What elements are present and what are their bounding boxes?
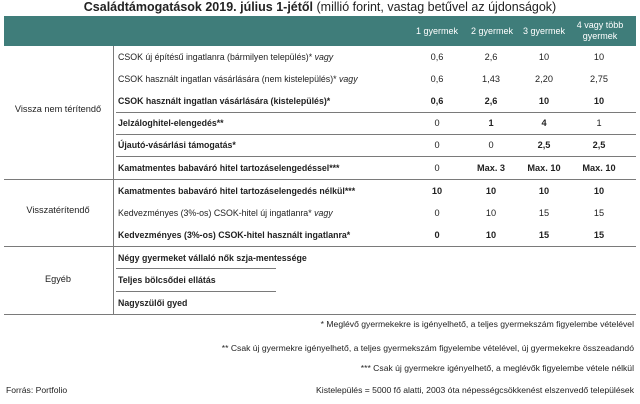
cell-value: 0	[488, 140, 494, 150]
cell-value: 2,5	[537, 140, 551, 150]
table-row	[116, 46, 636, 68]
cell-value: 10	[538, 96, 550, 106]
cell-value: 0,6	[430, 52, 444, 62]
row-label: Teljes bölcsődei ellátás	[118, 275, 216, 285]
cell-value: 10	[538, 186, 550, 196]
table-row	[116, 157, 636, 179]
cell-value: 4	[541, 118, 547, 128]
cell-value: 2,20	[535, 74, 553, 84]
table-row	[116, 134, 636, 156]
cell-value: 0	[434, 163, 440, 173]
row-label: CSOK használt ingatlan vásárlására (kistelepülés)*	[118, 96, 331, 106]
row-label: Kedvezményes (3%-os) CSOK-hitel új ingatlanra* vagy	[118, 208, 333, 218]
cell-value: 10	[593, 52, 605, 62]
cell-value: 0,6	[430, 96, 444, 106]
table-row	[116, 202, 636, 224]
cell-value: 10	[538, 52, 550, 62]
table-row	[116, 68, 636, 90]
cell-value: Max. 3	[476, 163, 506, 173]
footnote-3: *** Csak új gyermekre igényelhető, a meglévők figyelembe vétele nélkül	[360, 363, 634, 373]
table-row	[116, 269, 636, 291]
table-row	[116, 292, 636, 314]
cell-value: 10	[485, 208, 497, 218]
group-divider	[4, 314, 636, 315]
cell-value: 15	[593, 230, 605, 240]
table-row	[116, 90, 636, 112]
group-label-other: Egyéb	[44, 274, 72, 284]
cell-value: 2,6	[484, 96, 498, 106]
cell-value: 0	[434, 140, 440, 150]
table-row	[116, 112, 636, 134]
row-label: Kamatmentes babaváró hitel tartozáselengedés nélkül***	[118, 186, 356, 196]
row-label: CSOK használt ingatlan vásárlására (nem kistelepülés)* vagy	[118, 74, 358, 84]
cell-value: 15	[538, 230, 550, 240]
row-label: CSOK új építésű ingatlanra (bármilyen település)* vagy	[118, 52, 334, 62]
cell-value: 10	[593, 186, 605, 196]
cell-value: 10	[431, 186, 443, 196]
footnote-1: * Meglévő gyermekekre is igényelhető, a teljes gyermekszám figyelembe vételével	[320, 319, 634, 329]
cell-value: 1	[596, 118, 602, 128]
cell-value: 2,5	[592, 140, 606, 150]
cell-value: Max. 10	[527, 163, 561, 173]
cell-value: 0	[434, 118, 440, 128]
column-divider	[113, 46, 114, 314]
group-label-refundable: Visszatérítendő	[26, 205, 90, 215]
cell-value: 1	[488, 118, 494, 128]
col-header-3: 3 gyermek	[522, 25, 566, 36]
cell-value: 10	[485, 230, 497, 240]
footnote-4: Kistelepülés = 5000 fő alatti, 2003 óta népességcsökkenést elszenvedő települések	[316, 385, 634, 395]
title-normal: (millió forint, vastag betűvel az újdonságok)	[313, 0, 557, 14]
page-title	[0, 0, 640, 16]
col-header-4: 4 vagy több gyermek	[576, 20, 624, 41]
table-row	[116, 180, 636, 202]
table-row	[116, 247, 636, 269]
table-row	[116, 224, 636, 246]
cell-value: 10	[593, 96, 605, 106]
cell-value: 0,6	[430, 74, 444, 84]
row-label: Jelzáloghitel-elengedés**	[118, 118, 224, 128]
cell-value: 15	[538, 208, 550, 218]
title-bold: Családtámogatások 2019. július 1-jétől	[83, 0, 314, 14]
cell-value: 2,75	[590, 74, 608, 84]
footnote-2: ** Csak új gyermekre igényelhető, a teljes gyermekszám figyelembe vételével, új gyermekekre összeadandó	[221, 343, 634, 353]
row-label: Kamatmentes babaváró hitel tartozáselengedéssel***	[118, 163, 340, 173]
cell-value: 2,6	[484, 52, 498, 62]
group-label-non-refundable: Vissza nem térítendő	[14, 104, 102, 114]
col-header-2: 2 gyermek	[470, 25, 514, 36]
cell-value: 10	[485, 186, 497, 196]
col-header-1: 1 gyermek	[415, 25, 459, 36]
cell-value: 0	[434, 208, 440, 218]
cell-value: Max. 10	[582, 163, 616, 173]
source-credit: Forrás: Portfolio	[6, 385, 68, 395]
cell-value: 15	[593, 208, 605, 218]
row-label: Négy gyermeket vállaló nők szja-mentessége	[118, 253, 307, 263]
row-label: Nagyszülői gyed	[118, 298, 188, 308]
row-label: Kedvezményes (3%-os) CSOK-hitel használt ingatlanra*	[118, 230, 351, 240]
cell-value: 0	[434, 230, 440, 240]
cell-value: 1,43	[482, 74, 500, 84]
row-label: Újautó-vásárlási támogatás*	[118, 140, 236, 150]
